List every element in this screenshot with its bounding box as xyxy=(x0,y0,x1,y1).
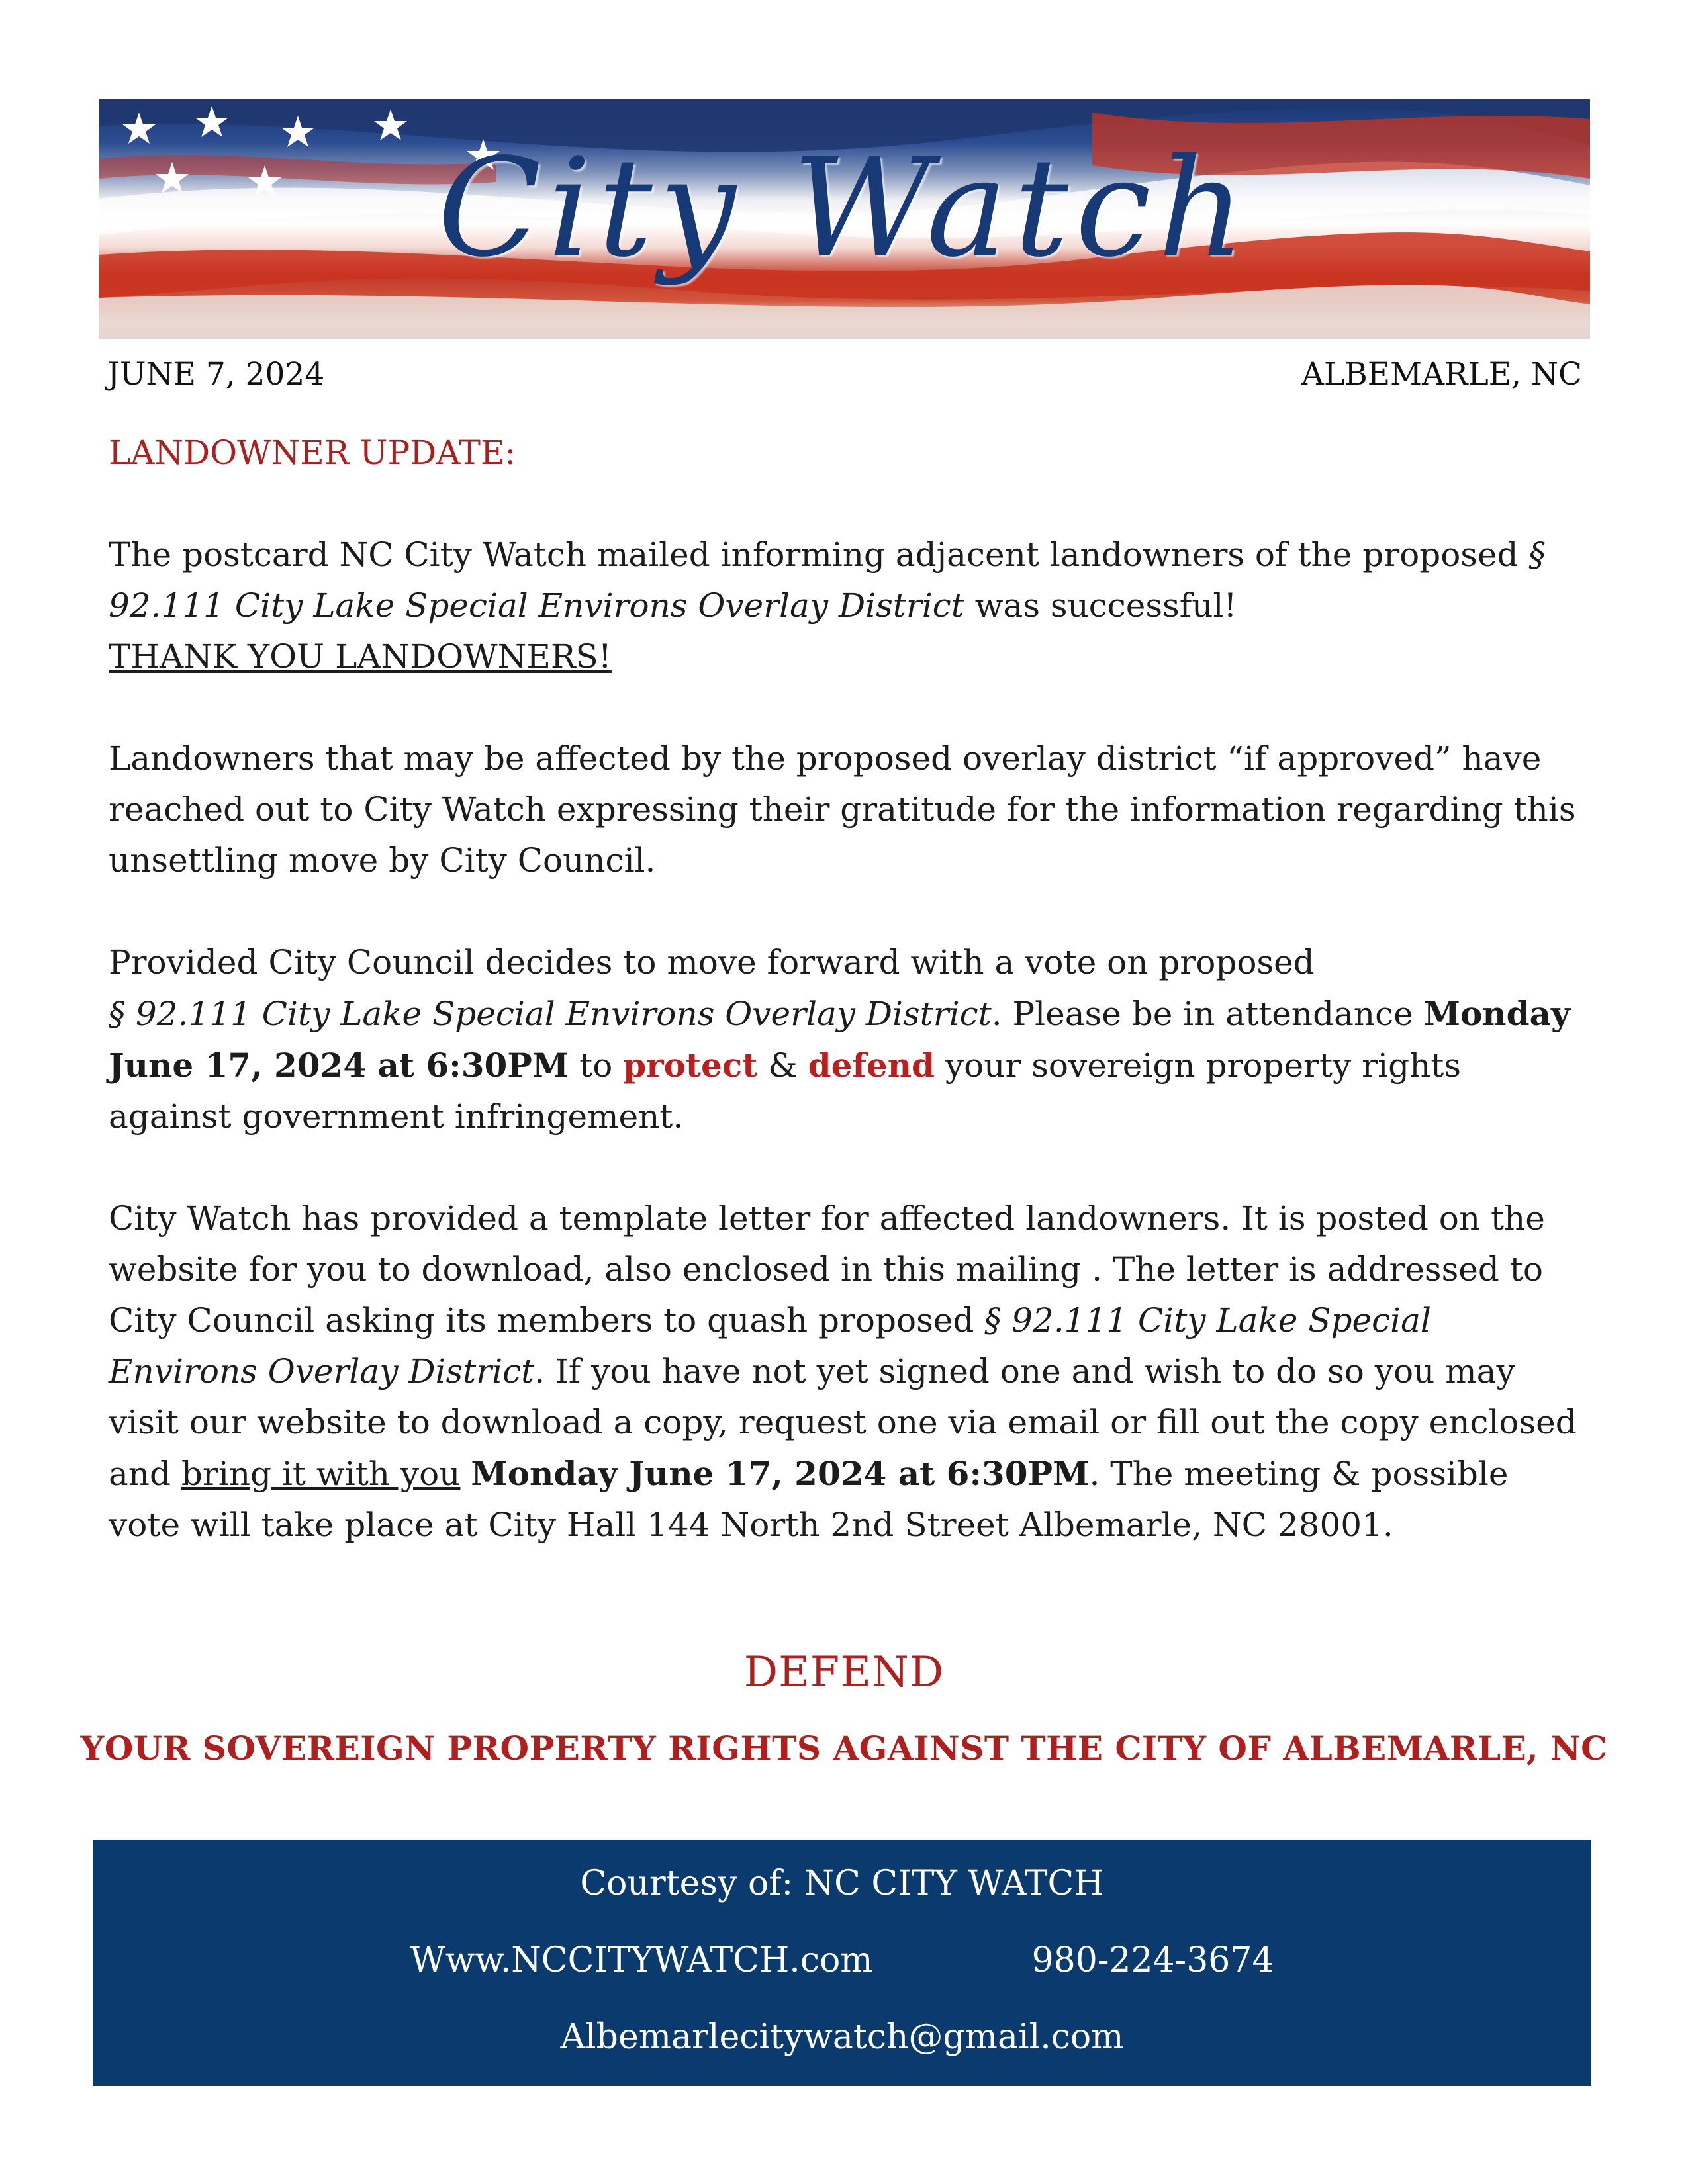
p3-text-b: . Please be in attendance xyxy=(991,995,1424,1033)
p4-text-c: . The meeting & possible vote will take place at City Hall 144 North 2nd Street Albemarle, NC 28001. xyxy=(109,1455,1509,1544)
p3-amp: & xyxy=(757,1046,808,1085)
issue-location: ALBEMARLE, NC xyxy=(1301,356,1582,392)
email-link[interactable]: Albemarlecitywatch@gmail.com xyxy=(560,2017,1124,2057)
flag-banner xyxy=(99,99,1590,339)
newsletter-title: City Watch xyxy=(437,130,1252,287)
article-body xyxy=(109,428,1585,1602)
web-phone-line xyxy=(93,1940,1591,1980)
website-link[interactable]: Www.NCCITYWATCH.com xyxy=(410,1940,873,1980)
paragraph-template-letter xyxy=(109,1193,1585,1551)
bring-it-phrase: bring it with you xyxy=(181,1455,461,1493)
protect-word: protect xyxy=(623,1046,758,1085)
p4-text-b: . If you have not yet signed one and wish to do so you may visit our website to download a copy, request one via email or fill out the copy enclosed and xyxy=(109,1352,1577,1493)
p4-text-a: City Watch has provided a template letter for affected landowners. It is posted on the website for you to download, also enclosed in this mailing . The letter is addressed to City Council asking its members to quash proposed xyxy=(109,1199,1545,1340)
phone-number[interactable]: 980-224-3674 xyxy=(1031,1940,1274,1980)
p1-text-b: was successful! xyxy=(964,586,1237,625)
paragraph-postcard xyxy=(109,529,1585,682)
district-name: § 92.111 City Lake Special Environs Overlay District xyxy=(109,995,992,1033)
p3-to: to xyxy=(569,1046,624,1085)
p1-text-a: The postcard NC City Watch mailed informing adjacent landowners of the proposed xyxy=(109,535,1529,574)
paragraph-attendance xyxy=(109,937,1585,1142)
defend-word: defend xyxy=(808,1046,935,1085)
defend-heading: DEFEND xyxy=(743,1648,945,1697)
courtesy-line: Courtesy of: NC CITY WATCH xyxy=(580,1864,1104,1903)
paragraph-gratitude: Landowners that may be affected by the proposed overlay district “if approved” have reached out to City Watch expressing their gratitude for the information regarding this unsettling move by City Council. xyxy=(109,739,1576,880)
issue-date: JUNE 7, 2024 xyxy=(107,356,325,392)
meeting-date: Monday June 17, 2024 at 6:30PM xyxy=(109,994,1571,1085)
thank-you-line: THANK YOU LANDOWNERS! xyxy=(109,637,612,676)
defend-subheading: YOUR SOVEREIGN PROPERTY RIGHTS AGAINST THE CITY OF ALBEMARLE, NC xyxy=(80,1729,1608,1768)
meeting-date: Monday June 17, 2024 at 6:30PM xyxy=(471,1454,1090,1493)
contact-footer xyxy=(93,1840,1591,2086)
p4-space xyxy=(460,1455,471,1493)
district-name: § 92.111 City Lake Special Environs Overlay District xyxy=(109,1301,1431,1390)
p3-text-a: Provided City Council decides to move forward with a vote on proposed xyxy=(109,943,1315,981)
p3-text-c: your sovereign property rights against government infringement. xyxy=(109,1046,1462,1136)
district-name: § 92.111 City Lake Special Environs Overlay District xyxy=(109,535,1546,625)
section-heading: LANDOWNER UPDATE: xyxy=(109,433,516,472)
